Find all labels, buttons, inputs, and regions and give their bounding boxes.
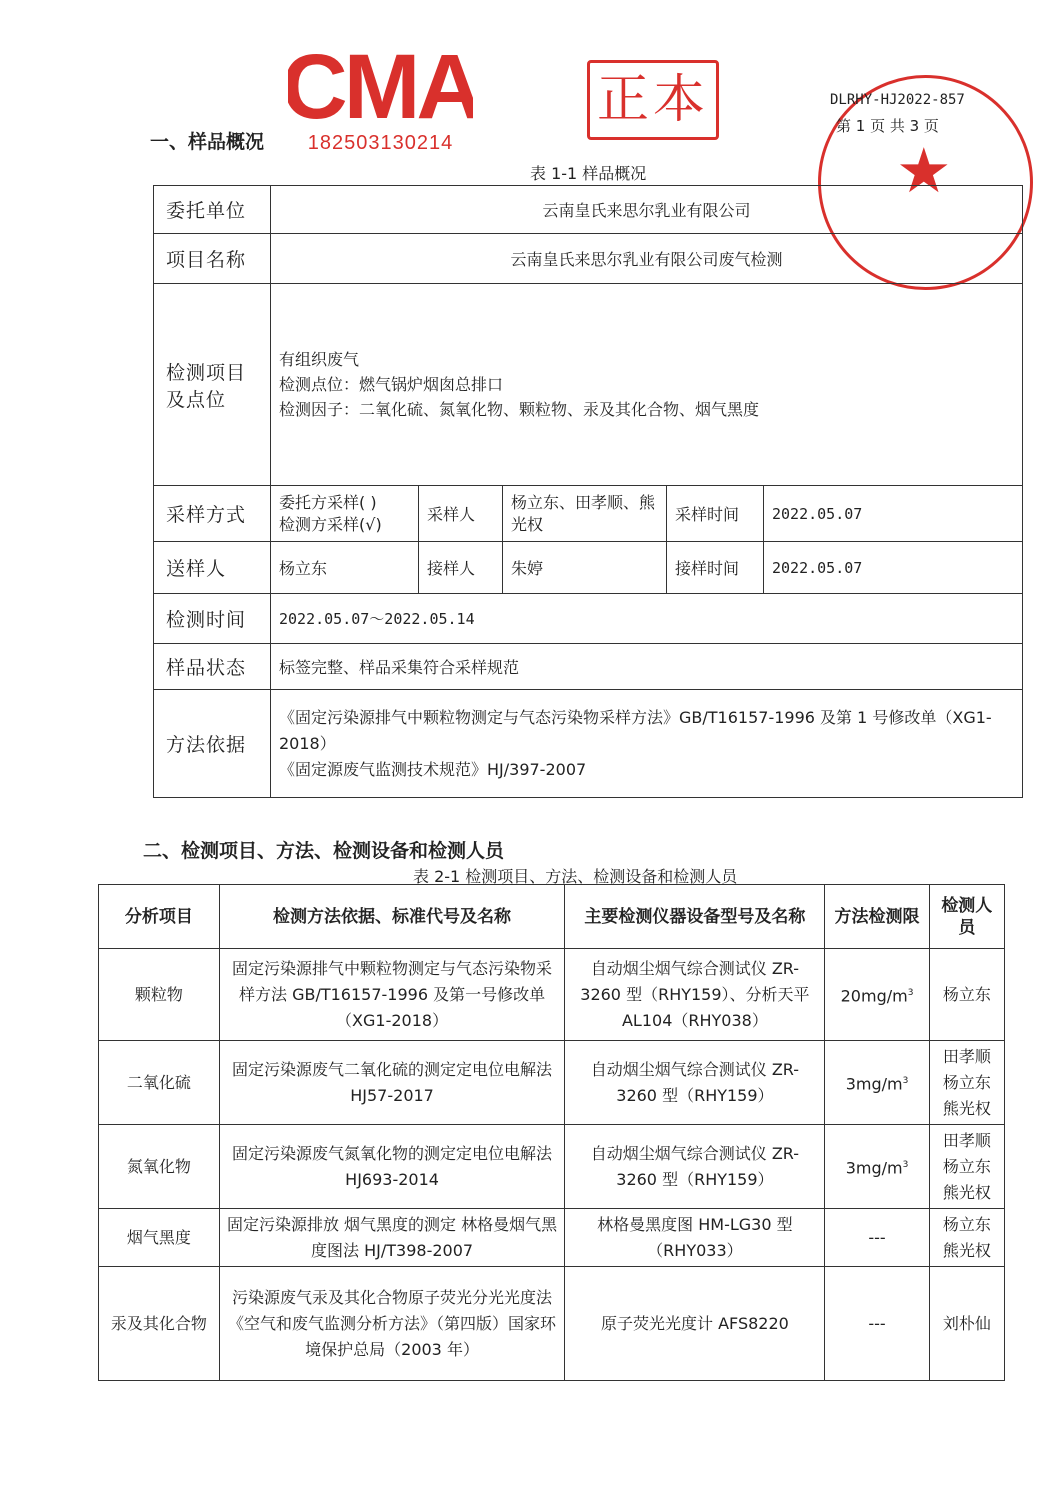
- items-line: 检测因子：二氧化硫、氮氧化物、颗粒物、汞及其化合物、烟气黑度: [279, 400, 760, 419]
- receive-time-label: 接样时间: [667, 542, 764, 594]
- table-row: [154, 284, 1023, 486]
- cma-number: 182503130214: [307, 132, 454, 154]
- row-item: 汞及其化合物: [99, 1267, 220, 1381]
- section2-title: 二、检测项目、方法、检测设备和检测人员: [143, 840, 505, 862]
- row-staff: 刘朴仙: [929, 1267, 1004, 1381]
- unit-superscript: 3: [907, 987, 914, 998]
- receiver-label: 接样人: [419, 542, 503, 594]
- test-time-value: 2022.05.07～2022.05.14: [271, 594, 1023, 644]
- table-header-row: [99, 885, 1005, 949]
- row-staff: 杨立东: [929, 949, 1004, 1041]
- sample-time-value: 2022.05.07: [764, 486, 1023, 542]
- sampler-value: 杨立东、田孝顺、熊光权: [503, 486, 667, 542]
- table-row: [154, 234, 1023, 284]
- sender-value: 杨立东: [271, 542, 419, 594]
- row-method: 固定污染源排气中颗粒物测定与气态污染物采样方法 GB/T16157-1996 及第一号修改单（XG1-2018）: [219, 949, 565, 1041]
- receiver-value: 朱婷: [503, 542, 667, 594]
- seal-star-icon: ★: [896, 134, 952, 207]
- client-value: 云南皇氏来思尔乳业有限公司: [271, 186, 1023, 234]
- table-row: [154, 644, 1023, 690]
- sample-overview-table: [153, 185, 1023, 798]
- row-method: 污染源废气汞及其化合物原子荧光分光光度法《空气和废气监测分析方法》（第四版）国家环境保护总局（2003 年）: [219, 1267, 565, 1381]
- cma-logo-icon: [288, 38, 473, 128]
- row-device: 自动烟尘烟气综合测试仪 ZR-3260 型（RHY159）: [565, 1125, 825, 1209]
- row-limit: [825, 1041, 929, 1125]
- sampling-label: 采样方式: [154, 486, 271, 542]
- table-row: [154, 486, 1023, 542]
- table2-caption: 表 2-1 检测项目、方法、检测设备和检测人员: [413, 867, 738, 886]
- report-code: DLRHY-HJ2022-857: [830, 92, 965, 108]
- table-row: [154, 186, 1023, 234]
- project-value: 云南皇氏来思尔乳业有限公司废气检测: [271, 234, 1023, 284]
- sampling-option-lab: 检测方采样(√): [279, 514, 382, 534]
- table-row: [99, 1267, 1005, 1381]
- section1-title: 一、样品概况: [150, 131, 265, 153]
- row-staff: 田孝顺 杨立东 熊光权: [929, 1041, 1004, 1125]
- table-row: [99, 949, 1005, 1041]
- header-method: 检测方法依据、标准代号及名称: [219, 885, 565, 949]
- table-row: [99, 1125, 1005, 1209]
- table-row: [154, 542, 1023, 594]
- header-limit: 方法检测限: [825, 885, 929, 949]
- original-seal: [587, 60, 719, 140]
- client-label: 委托单位: [154, 186, 271, 234]
- row-device: 林格曼黑度图 HM-LG30 型（RHY033）: [565, 1209, 825, 1267]
- row-limit: ---: [825, 1209, 929, 1267]
- sample-time-label: 采样时间: [667, 486, 764, 542]
- items-label: 检测项目及点位: [154, 284, 271, 486]
- header-item: 分析项目: [99, 885, 220, 949]
- row-limit: [825, 949, 929, 1041]
- receive-time-value: 2022.05.07: [764, 542, 1023, 594]
- row-method: 固定污染源废气二氧化硫的测定定电位电解法 HJ57-2017: [219, 1041, 565, 1125]
- row-staff: 田孝顺 杨立东 熊光权: [929, 1125, 1004, 1209]
- header-device: 主要检测仪器设备型号及名称: [565, 885, 825, 949]
- row-limit-value: 3mg/m: [845, 1074, 903, 1094]
- table1-caption: 表 1-1 样品概况: [530, 164, 647, 183]
- row-limit-value: 20mg/m: [840, 986, 908, 1006]
- method-line: 《固定源废气监测技术规范》HJ/397-2007: [279, 759, 587, 779]
- row-item: 颗粒物: [99, 949, 220, 1041]
- test-time-label: 检测时间: [154, 594, 271, 644]
- items-line: 检测点位：燃气锅炉烟囱总排口: [279, 375, 504, 394]
- table-row: [154, 690, 1023, 798]
- sampling-option-client: 委托方采样( ): [279, 492, 377, 512]
- svg-text:CMA: CMA: [288, 38, 473, 128]
- unit-superscript: 3: [902, 1159, 909, 1170]
- row-limit-value: 3mg/m: [845, 1158, 903, 1178]
- row-method: 固定污染源排放 烟气黑度的测定 林格曼烟气黑度图法 HJ/T398-2007: [219, 1209, 565, 1267]
- sampler-label: 采样人: [419, 486, 503, 542]
- page-info: 第 1 页 共 3 页: [836, 117, 939, 135]
- method-label: 方法依据: [154, 690, 271, 798]
- state-label: 样品状态: [154, 644, 271, 690]
- table-row: [154, 594, 1023, 644]
- row-item: 烟气黑度: [99, 1209, 220, 1267]
- method-device-table: [98, 884, 1005, 1381]
- items-line: 有组织废气: [279, 350, 360, 369]
- state-value: 标签完整、样品采集符合采样规范: [271, 644, 1023, 690]
- row-device: 原子荧光光度计 AFS8220: [565, 1267, 825, 1381]
- cma-stamp: [288, 38, 473, 163]
- sender-label: 送样人: [154, 542, 271, 594]
- row-limit: ---: [825, 1267, 929, 1381]
- row-device: 自动烟尘烟气综合测试仪 ZR-3260 型（RHY159）、分析天平 AL104（RHY038）: [565, 949, 825, 1041]
- row-staff: 杨立东 熊光权: [929, 1209, 1004, 1267]
- method-line: 《固定污染源排气中颗粒物测定与气态污染物采样方法》GB/T16157-1996 及第 1 号修改单（XG1-2018）: [279, 707, 992, 753]
- project-label: 项目名称: [154, 234, 271, 284]
- method-value: [271, 690, 1023, 798]
- row-device: 自动烟尘烟气综合测试仪 ZR-3260 型（RHY159）: [565, 1041, 825, 1125]
- row-item: 二氧化硫: [99, 1041, 220, 1125]
- header-staff: 检测人员: [929, 885, 1004, 949]
- unit-superscript: 3: [902, 1075, 909, 1086]
- original-seal-text: 正本: [596, 70, 709, 130]
- table-row: [99, 1041, 1005, 1125]
- table-row: [99, 1209, 1005, 1267]
- row-limit: [825, 1125, 929, 1209]
- items-value: [271, 284, 1023, 486]
- sampling-options: [271, 486, 419, 542]
- row-item: 氮氧化物: [99, 1125, 220, 1209]
- row-method: 固定污染源废气氮氧化物的测定定电位电解法 HJ693-2014: [219, 1125, 565, 1209]
